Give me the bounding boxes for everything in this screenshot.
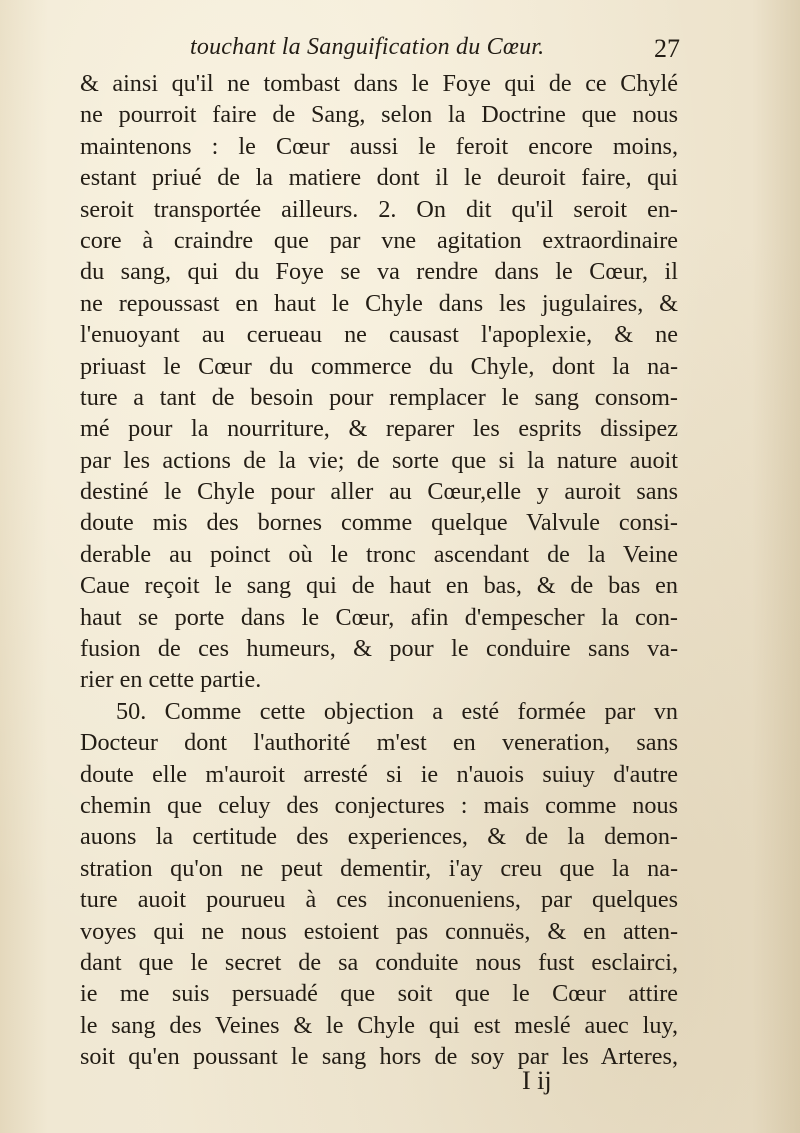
text-line: voyes qui ne nous estoient pas connuës, & en atten-	[80, 917, 678, 945]
text-line: haut se porte dans le Cœur, afin d'empescher la con-	[80, 603, 678, 631]
running-title: touchant la Sanguification du Cœur.	[190, 34, 545, 60]
text-line: ie me suis persuadé que soit que le Cœur attire	[80, 980, 678, 1008]
text-line: seroit transportée ailleurs. 2. On dit qu'il seroit en-	[80, 195, 678, 223]
text-line: Caue reçoit le sang qui de haut en bas, & de bas en	[80, 572, 678, 600]
signature-mark: I ij	[522, 1066, 552, 1095]
text-line: dant que le secret de sa conduite nous fust esclairci,	[80, 948, 678, 976]
text-line: & ainsi qu'il ne tombast dans le Foye qui de ce Chylé	[80, 70, 678, 97]
text-line: du sang, qui du Foye se va rendre dans le Cœur, il	[80, 258, 678, 286]
paragraph-start-line: 50. Comme cette objection a esté formée par vn	[116, 697, 678, 725]
text-line: ture auoit pourueu à ces inconueniens, par quelques	[80, 886, 678, 914]
text-line: destiné le Chyle pour aller au Cœur,elle y auroit sans	[80, 478, 678, 506]
body-text	[80, 68, 678, 1073]
text-line: stration qu'on ne peut dementir, i'ay creu que la na-	[80, 854, 678, 882]
text-line: ture a tant de besoin pour remplacer le sang consom-	[80, 383, 678, 411]
text-line: par les actions de la vie; de sorte que si la nature auoit	[80, 446, 678, 474]
text-line: estant priué de la matiere dont il le deuroit faire, qui	[80, 164, 678, 192]
text-line: priuast le Cœur du commerce du Chyle, dont la na-	[80, 352, 678, 380]
text-line: doute mis des bornes comme quelque Valvule consi-	[80, 509, 678, 537]
text-line: chemin que celuy des conjectures : mais comme nous	[80, 791, 678, 819]
text-line: fusion de ces humeurs, & pour le conduire sans va-	[80, 635, 678, 663]
text-line: auons la certitude des experiences, & de la demon-	[80, 823, 678, 851]
text-line: doute elle m'auroit arresté si ie n'auois suiuy d'autre	[80, 760, 678, 788]
text-line: l'enuoyant au cerueau ne causast l'apoplexie, & ne	[80, 321, 678, 349]
text-line: le sang des Veines & le Chyle qui est meslé auec luy,	[80, 1011, 678, 1039]
text-line: derable au poinct où le tronc ascendant de la Veine	[80, 540, 678, 568]
text-line: ne repoussast en haut le Chyle dans les jugulaires, &	[80, 289, 678, 317]
text-line: Docteur dont l'authorité m'est en veneration, sans	[80, 729, 678, 757]
text-line: core à craindre que par vne agitation extraordinaire	[80, 226, 678, 254]
text-line: ne pourroit faire de Sang, selon la Doctrine que nous	[80, 101, 678, 129]
text-line: mé pour la nourriture, & reparer les esprits dissipez	[80, 415, 678, 443]
page-header	[190, 28, 690, 64]
text-line: maintenons : le Cœur aussi le feroit encore moins,	[80, 132, 678, 160]
page-number: 27	[654, 34, 680, 63]
text-line: rier en cette partie.	[80, 666, 262, 694]
page-footer	[0, 1066, 800, 1106]
text-line: soit qu'en poussant le sang hors de soy par les Arteres,	[80, 1043, 678, 1071]
